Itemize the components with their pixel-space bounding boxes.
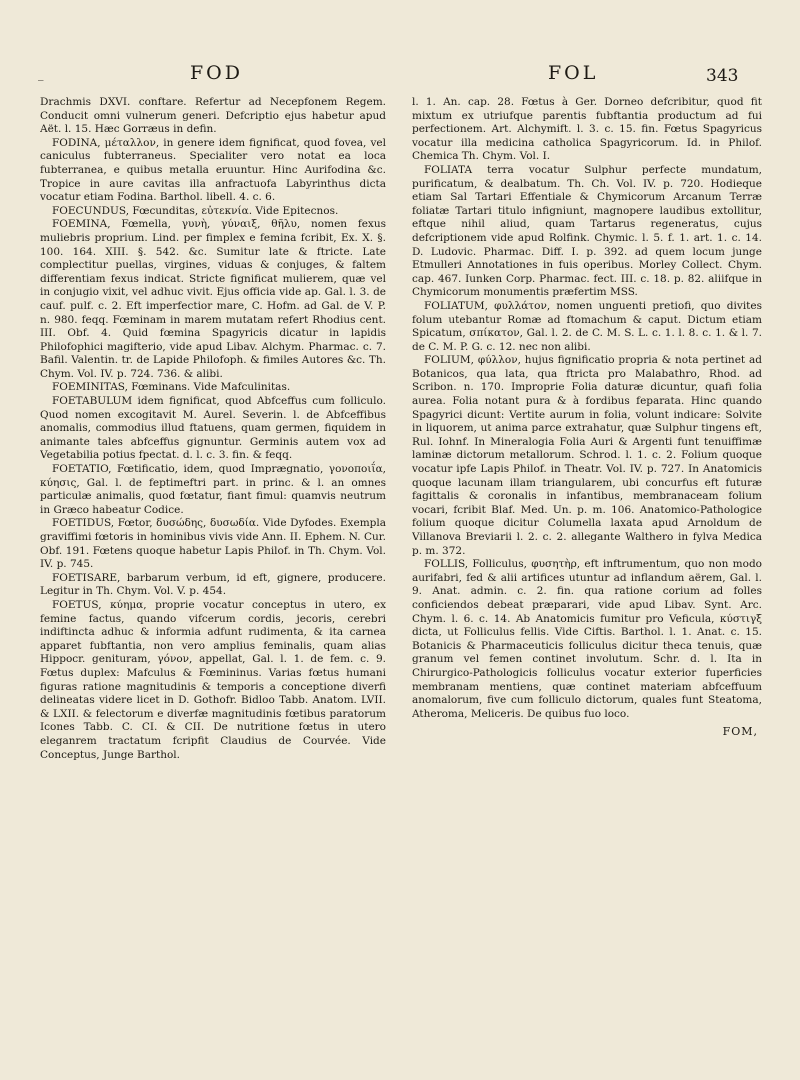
entry-foecundus: FOECUNDUS, Fœcunditas, εὐτεκνία. Vide Epitecnos. (52, 204, 339, 217)
entry-follis: FOLLIS, Folliculus, φυσητὴρ, eft inftrumentum, quo non modo aurifabri, fed & alii artifices utuntur ad inflandum aërem, Gal. l. 9. Anat. admin. c. 2. fin. qua ratione corium ad folles conficiendos debeat præparari, vide apud Libav. Synt. Arc. Chym. l. 6. c. 14. Ab Anatomicis fumitur pro Veficula, κύστιγξ dicta, ut Folliculus fellis. Vide Ciftis. Barthol. l. 1. Anat. c. 15. Botanicis & Pharmaceuticis folliculus dicitur theca tenuis, quæ granum vel femen continet involutum. Schr. d. l. Ita in Chirurgico-Pathologicis folliculus vocatur exterior fuperficies membranam mentiens, quæ continet materiam abfceffuum anomalorum, five cum folliculo dictorum, quales funt Steatoma, Atheroma, Meliceris. De quibus fuo loco. (412, 558, 762, 720)
entry-foetus: FOETUS, κύημα, proprie vocatur conceptus in utero, ex femine factus, quando vifcerum cordis, jecoris, cerebri indiftincta adhuc & informia adfunt rudimenta, & ita carnea apparet fubftantia, non vero amplius feminalis, quam alias Hippocr. genituram, γόνον, appellat, Gal. l. 1. de fem. c. 9. Fœtus duplex: Mafculus & Fœmininus. Varias fœtus humani figuras ratione magnitudinis & temporis a conceptione diverfi delineatas videre licet in D. Gothofr. Bidloo Tabb. Anatom. LVII. & LXII. & felectorum e diverfæ magnitudinis fœtibus paratorum Icones Tabb. C. CI. & CII. De nutritione fœtus in utero eleganrem tractatum fcripfit Claudius de Courvée. Vide Conceptus, Junge Barthol. (40, 598, 386, 761)
right-column (412, 96, 762, 1064)
entry-foemina: FOEMINA, Fœmella, γυνὴ, γύναιξ, θῆλυ, nomen fexus muliebris proprium. Lind. per fimplex e femina fcribit, Ex. X. §. 100. 164. XIII. §. 542. &c. Sumitur late & ftricte. Late complectitur puellas, virgines, viduas & conjuges, & faltem differentiam fexus indicat. Stricte fignificat mulierem, quæ vel in conjugio vixit, vel adhuc vivit. Ejus officia vide ap. Gal. l. 3. de cauf. pulf. c. 2. Eft imperfectior mare, C. Hofm. ad Gal. de V. P. n. 980. feqq. Fœminam in marem mutatam refert Rhodius cent. III. Obf. 4. Quid fœmina Spagyricis dicatur in lapidis Philofophici magifterio, vide apud Libav. Alchym. Pharmac. c. 7. Bafil. Valentin. tr. de Lapide Philofoph. & fimiles Autores &c. Th. Chym. Vol. IV. p. 724. 736. & alibi. (40, 218, 386, 380)
corner-mark: _ (38, 68, 44, 81)
entry-folium: FOLIUM, φύλλον, hujus fignificatio propria & nota pertinet ad Botanicos, qua lata, qua ftricta pro Malabathro, Rhod. ad Scribon. n. 170. Improprie Folia daturæ dicuntur, quafi folia aurea. Folia notant pura & à fordibus feparata. Hinc quando Spagyrici dicunt: Vertite aurum in folia, volunt indicare: Solvite in liquorem, ut anima parce extrahatur, quæ Sulphur tingens eft, Rul. Iohnf. In Mineralogia Folia Auri & Argenti funt tenuiffimæ laminæ dictorum metallorum. Schrod. l. 1. c. 2. Folium quoque vocatur ipfe Lapis Philof. in Theatr. Vol. IV. p. 727. In Anatomicis quoque lacunam illam triangularem, ubi concurfus eft futuræ fagittalis & coronalis in infantibus, membranaceam folium vocari, fcribit Blaf. Med. Un. p. m. 106. Anatomico-Pathologice folium quoque dicitur Columella laxata apud Arnoldum de Villanova Breviarii l. 2. c. 2. allegante Walthero in fylva Medica p. m. 372. (412, 354, 762, 557)
entry-foetus-continued: l. 1. An. cap. 28. Fœtus à Ger. Dorneo defcribitur, quod fit mixtum ex utriufque parentis fubftantia productum ad fui perfectionem. Art. Alchymift. l. 3. c. 15. fin. Fœtus Spagyricus vocatur illa medicina catholica Spagyricorum. Id. in Philof. Chemica Th. Chym. Vol. I. (412, 96, 762, 163)
entry-foetidus: FOETIDUS, Fœtor, δυσώδης, δυσωδία. Vide Dyfodes. Exempla graviffimi fœtoris in hominibus vivis vide Ann. II. Ephem. N. Cur. Obf. 191. Fœtens quoque habetur Lapis Philof. in Th. Chym. Vol. IV. p. 745. (40, 517, 386, 571)
entry-continuation: Drachmis DXVI. conftare. Refertur ad Necepfonem Regem. Conducit omni vulnerum generi. Defcriptio ejus habetur apud Aët. l. 15. Hæc Gorræus in defin. (40, 96, 386, 136)
entry-foetatio: FOETATIO, Fœtificatio, idem, quod Imprægnatio, γονοποιΐα, κύησις, Gal. l. de feptimeftri part. in princ. & l. an omnes particulæ animalis, quod fœtatur, fiant fimul: quamvis neutrum in Græco habeatur Codice. (40, 463, 386, 516)
entry-foetisare: FOETISARE, barbarum verbum, id eft, gignere, producere. Legitur in Th. Chym. Vol. V. p. 454. (40, 571, 386, 598)
page-number: 343 (706, 66, 739, 86)
running-head-left: FOD (190, 62, 243, 84)
running-head-right: FOL (548, 62, 599, 84)
running-header (0, 62, 800, 92)
left-column (40, 96, 386, 1064)
catchword: FOM, (722, 725, 758, 739)
entry-foetabulum: FOETABULUM idem fignificat, quod Abfceffus cum folliculo. Quod nomen excogitavit M. Aurel. Severin. l. de Abfceffibus anomalis, commodius illud ftatuens, quam germen, fiquidem in animante tales abfceffus gignuntur. Germinis autem vox ad Vegetabilia potius fpectat. d. l. c. 3. fin. & feqq. (40, 395, 386, 462)
entry-foeminitas: FOEMINITAS, Fœminans. Vide Mafculinitas. (52, 381, 291, 394)
entry-fodina: FODINA, μέταλλον, in genere idem fignificat, quod fovea, vel caniculus fubterraneus. Specialiter vero notat ea loca fubterranea, e quibus metalla eruuntur. Hinc Aurifodina &c. Tropice in aure cavitas illa anfractuofa Labyrinthus dicta vocatur etiam Fodina. Barthol. libell. 4. c. 6. (40, 136, 386, 204)
entry-foliatum: FOLIATUM, φυλλάτον, nomen unguenti pretiofi, quo divites folum utebantur Romæ ad ftomachum & caput. Dictum etiam Spicatum, σπίκατον, Gal. l. 2. de C. M. S. L. c. 1. l. 8. c. 1. & l. 7. de C. M. P. G. c. 12. nec non alibi. (412, 299, 762, 353)
entry-foliata: FOLIATA terra vocatur Sulphur perfecte mundatum, purificatum, & dealbatum. Th. Ch. Vol. IV. p. 720. Hodieque etiam Sal Tartari Effentiale & Chymicorum Arcanum Terræ foliatæ Tartari titulo infigniunt, magnopere laudibus extollitur, eftque nihil aliud, quam Tartarus regeneratus, cujus defcriptionem vide apud Rolfink. Chymic. l. 5. f. 1. art. 1. c. 14. D. Ludovic. Pharmac. Diff. I. p. 392. ad quem locum junge Etmulleri Annotationes in fuis operibus. Morley Collect. Chym. cap. 467. Iunken Corp. Pharmac. fect. III. c. 18. p. 82. aliifque in Chymicorum monumentis præfertim MSS. (412, 163, 762, 299)
